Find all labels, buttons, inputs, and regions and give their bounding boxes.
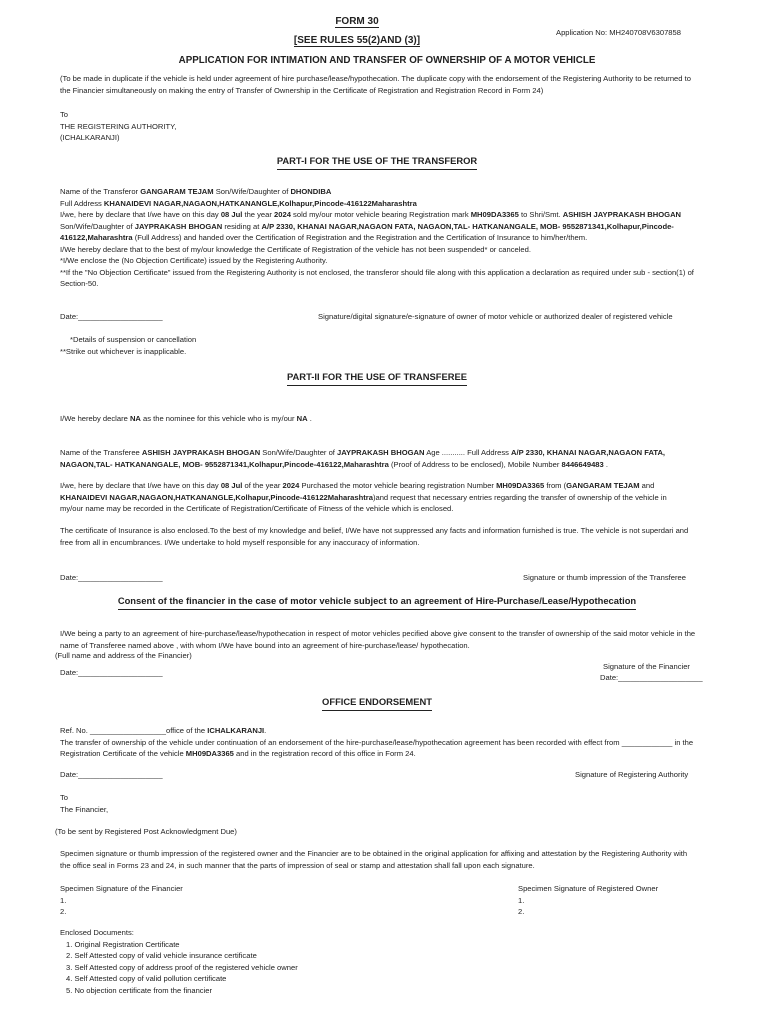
enclosed-item: 4. Self Attested copy of valid pollution certificate — [66, 974, 227, 983]
enclosed-documents — [60, 927, 298, 996]
application-number: Application No: MH240708V6307858 — [556, 28, 681, 37]
enclosed-heading: Enclosed Documents: — [60, 928, 134, 937]
consent-date-right: Date:____________________ — [600, 673, 703, 682]
form-title: APPLICATION FOR INTIMATION AND TRANSFER OF OWNERSHIP OF A MOTOR VEHICLE — [178, 55, 596, 66]
consent-heading: Consent of the financier in the case of motor vehicle subject to an agreement of Hire-Purchase/Lease/Hypothecation — [0, 595, 754, 610]
financier-addressee: To The Financier, — [60, 793, 109, 814]
specimen-owner: Specimen Signature of Registered Owner 1. 2. — [518, 884, 659, 916]
office-heading: OFFICE ENDORSEMENT — [0, 696, 754, 711]
part2-date: Date:____________________ — [60, 573, 163, 582]
duplicate-note: (To be made in duplicate if the vehicle is held under agreement of hire purchase/lease/hypothecation. The duplicate copy with the endorsement of the Registering Authority to be returned to the Financier simultaneously on making the entry of Transfer of Ownership in the Certificate of Registration and Registration Record in Form 24) — [60, 74, 691, 95]
part1-transferor-details: Name of the Transferor GANGARAM TEJAM Son/Wife/Daughter of DHONDIBA Full Address KHANAIDEVI NAGAR,NAGAON,HATKANANGLE,Kolhapur,Pincode-416122Maharashtra I/we, here by declare that I/we have on this day 08 Jul the year 2024 sold my/our motor vehicle bearing Registration mark MH09DA3365 to Shri/Smt. ASHISH JAYPRAKASH BHOGAN Son/Wife/Daughter of JAYPRAKASH BHOGAN residing at A/P 2330, KHANAI NAGAR,NAGAON FATA, NAGAON,TAL- HATKANANGALE, MOB- 9552871341,Kolhapur,Pincode-416122,Maharashtra (Full Address) and handed over the Certification of Registration and the Registration and the Certification of Insurance to him/her/them. I/We hereby declare that to the best of my/our knowledge the Certificate of Registration of the vehicle has not been suspended* or canceled. *I/We enclose the (No Objection Certificate) issued by the Registering Authority. **If the "No Objection Certificate" issued from the Registering Authority is not enclosed, the transferor should file along with this application a declaration as required under sub - section(1) of Section-50. — [60, 186, 696, 290]
authority-name: THE REGISTERING AUTHORITY, — [60, 121, 177, 131]
enclosed-item: 3. Self Attested copy of address proof of the registered vehicle owner — [66, 962, 298, 972]
part2-heading: PART-II FOR THE USE OF TRANSFEREE — [0, 371, 754, 386]
post-instruction: (To be sent by Registered Post Acknowledgment Due) — [55, 827, 237, 836]
enclosed-item: 2. Self Attested copy of valid vehicle insurance certificate — [66, 951, 257, 960]
declaration-noc-enclosed: *I/We enclose the (No Objection Certificate) issued by the Registering Authority. — [60, 256, 328, 265]
transferee-details: Name of the Transferee ASHISH JAYPRAKASH BHOGAN Son/Wife/Daughter of JAYPRAKASH BHOGAN Age ........... Full Address A/P 2330, KHANAI NAGAR,NAGAON FATA, NAGAON,TAL- HATKANANGALE, MOB- 9552871341,Kolhapur,Pincode-416122,Maharashtra (Proof of Address to be enclosed), Mobile Number 8446649483 . — [60, 448, 666, 469]
specimen-financier: Specimen Signature of the Financier 1. 2. — [60, 884, 183, 916]
office-date: Date:____________________ — [60, 770, 163, 779]
authority-place: (ICHALKARANJI) — [60, 133, 120, 142]
footnote-suspension: *Details of suspension or cancellation — [70, 335, 197, 344]
financier-signature: Signature of the Financier — [603, 662, 690, 671]
insurance-statement: The certificate of Insurance is also enclosed.To the best of my knowledge and belief, I/We have not suppressed any facts and information furnished is true. The vehicle is not superdari and free from all in encumbrances. I/We undertake to hold myself responsible for any inaccuracy of information. — [60, 526, 689, 547]
addressee-block — [60, 109, 176, 144]
enclosed-item: 5. No objection certificate from the financier — [66, 985, 213, 995]
office-reference: Ref. No. __________________office of the ICHALKARANJI. The transfer of ownership of the vehicle under continuation of an endorsement of the hire-purchase/lease/hypothecation agreement has been recorded with effect from ____________ in the Registration Certificate of the vehicle MH09DA3365 and in the registration record of this office in Form 24. — [60, 726, 694, 758]
part1-heading: PART-I FOR THE USE OF THE TRANSFEROR — [0, 155, 754, 170]
rules-reference: [SEE RULES 55(2)AND (3)] — [293, 35, 421, 46]
footnote-strike: **Strike out whichever is inapplicable. — [60, 347, 187, 356]
part1-date: Date:____________________ — [60, 312, 163, 321]
part1-signature: Signature/digital signature/e-signature of owner of motor vehicle or authorized dealer of registered vehicle — [318, 312, 673, 321]
enclosed-item: 1. Original Registration Certificate — [66, 939, 180, 949]
purchase-declaration: I/we, here by declare that I/we have on this day 08 Jul of the year 2024 Purchased the motor vehicle bearing registration Number MH09DA3365 from (GANGARAM TEJAM and KHANAIDEVI NAGAR,NAGAON,HATKANANGLE,Kolhapur,Pincode-416122Maharashtra)and request that necessary entries regarding the transfer of ownership of the vehicle in my/our name may be recorded in the Certificate of Registration/Certificate of Fitness of the vehicle which is enclosed. — [60, 481, 667, 513]
financier-name-label: (Full name and address of the Financier) — [55, 651, 192, 660]
declaration-not-suspended: I/We hereby declare that to the best of my/our knowledge the Certificate of Registration of the vehicle has not been suspended* or canceled. — [60, 244, 531, 254]
declaration-noc-missing: **If the "No Objection Certificate" issued from the Registering Authority is not enclosed, the transferor should file along with this application a declaration as required under sub - section(1) of Section-50. — [60, 267, 694, 288]
form-number: FORM 30 — [335, 16, 379, 27]
consent-date-left: Date:____________________ — [60, 668, 163, 677]
to-label: To — [60, 110, 69, 119]
registering-authority-signature: Signature of Registering Authority — [575, 770, 689, 779]
part2-signature: Signature or thumb impression of the Transferee — [523, 573, 686, 582]
consent-body: I/We being a party to an agreement of hire-purchase/lease/hypothecation in respect of motor vehicles pecified above give consent to the transfer of ownership of the said motor vehicle in the name of Transferee named above , with whom I/We have bound into an agreement of hire-purchase/lease/ hypothecation. — [60, 629, 696, 650]
nominee-declaration: I/We hereby declare NA as the nominee for this vehicle who is my/our NA . — [60, 414, 312, 423]
specimen-note: Specimen signature or thumb impression of the registered owner and the Financier are to be obtained in the original application for affixing and attestation by the Registering Authority with the office seal in Forms 23 and 24, in such manner that the parts of impression of seal or stamp and attestation shall fall upon each signature. — [60, 849, 688, 870]
